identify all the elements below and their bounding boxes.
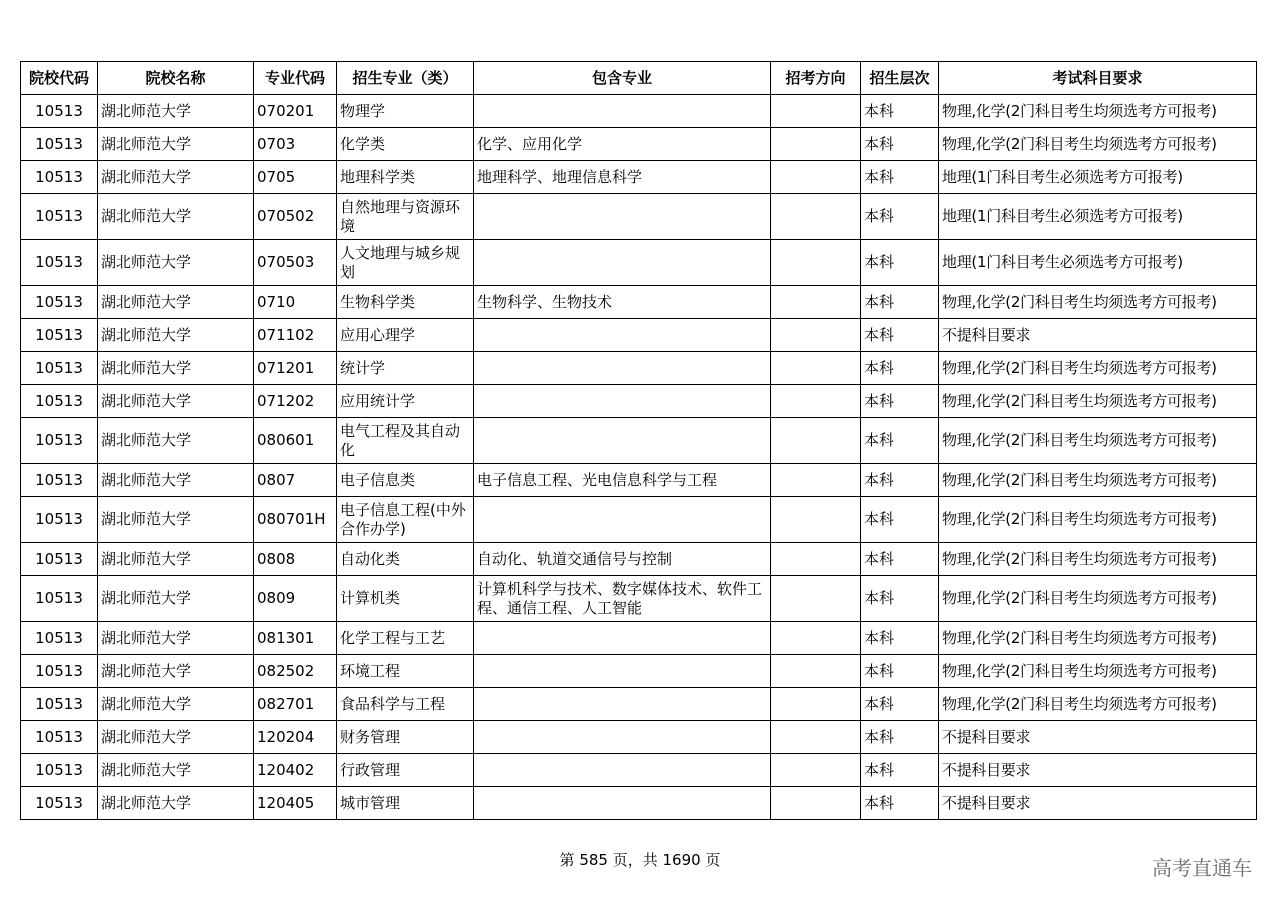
cell-subject-requirement: 物理,化学(2门科目考生均须选考方可报考): [939, 95, 1257, 128]
cell-included-majors: [474, 497, 771, 543]
cell-major: 化学工程与工艺: [337, 622, 474, 655]
cell-included-majors: [474, 787, 771, 820]
cell-major-code: 082701: [254, 688, 337, 721]
table-row: [21, 161, 1257, 194]
cell-major: 地理科学类: [337, 161, 474, 194]
cell-subject-requirement: 物理,化学(2门科目考生均须选考方可报考): [939, 464, 1257, 497]
table-row: [21, 655, 1257, 688]
cell-school-code: 10513: [21, 576, 98, 622]
table-row: [21, 688, 1257, 721]
cell-level: 本科: [861, 543, 939, 576]
cell-major-code: 120204: [254, 721, 337, 754]
cell-school-code: 10513: [21, 194, 98, 240]
cell-subject-requirement: 物理,化学(2门科目考生均须选考方可报考): [939, 622, 1257, 655]
cell-subject-requirement: 地理(1门科目考生必须选考方可报考): [939, 240, 1257, 286]
table-row: [21, 418, 1257, 464]
cell-direction: [771, 543, 861, 576]
cell-major-code: 071202: [254, 385, 337, 418]
cell-subject-requirement: 物理,化学(2门科目考生均须选考方可报考): [939, 576, 1257, 622]
cell-school-name: 湖北师范大学: [98, 95, 254, 128]
cell-direction: [771, 161, 861, 194]
cell-subject-requirement: 不提科目要求: [939, 787, 1257, 820]
page-number: 第 585 页，共 1690 页: [559, 851, 721, 869]
cell-level: 本科: [861, 352, 939, 385]
cell-school-code: 10513: [21, 385, 98, 418]
cell-school-name: 湖北师范大学: [98, 622, 254, 655]
cell-included-majors: [474, 721, 771, 754]
table-row: [21, 128, 1257, 161]
cell-school-code: 10513: [21, 655, 98, 688]
cell-included-majors: 计算机科学与技术、数字媒体技术、软件工程、通信工程、人工智能: [474, 576, 771, 622]
cell-direction: [771, 787, 861, 820]
cell-major-code: 080601: [254, 418, 337, 464]
cell-school-code: 10513: [21, 787, 98, 820]
cell-major-code: 082502: [254, 655, 337, 688]
cell-major: 电子信息类: [337, 464, 474, 497]
cell-level: 本科: [861, 497, 939, 543]
cell-school-name: 湖北师范大学: [98, 688, 254, 721]
cell-school-name: 湖北师范大学: [98, 194, 254, 240]
cell-level: 本科: [861, 464, 939, 497]
header-school-name: 院校名称: [98, 62, 254, 95]
cell-included-majors: [474, 622, 771, 655]
cell-major-code: 0807: [254, 464, 337, 497]
cell-subject-requirement: 物理,化学(2门科目考生均须选考方可报考): [939, 688, 1257, 721]
cell-level: 本科: [861, 655, 939, 688]
cell-school-name: 湖北师范大学: [98, 497, 254, 543]
cell-level: 本科: [861, 161, 939, 194]
cell-included-majors: [474, 194, 771, 240]
cell-school-code: 10513: [21, 543, 98, 576]
cell-subject-requirement: 地理(1门科目考生必须选考方可报考): [939, 161, 1257, 194]
cell-level: 本科: [861, 622, 939, 655]
cell-included-majors: [474, 418, 771, 464]
cell-major-code: 081301: [254, 622, 337, 655]
cell-direction: [771, 352, 861, 385]
cell-subject-requirement: 物理,化学(2门科目考生均须选考方可报考): [939, 655, 1257, 688]
cell-school-code: 10513: [21, 128, 98, 161]
cell-direction: [771, 95, 861, 128]
cell-level: 本科: [861, 95, 939, 128]
cell-major-code: 0703: [254, 128, 337, 161]
cell-school-code: 10513: [21, 688, 98, 721]
cell-school-name: 湖北师范大学: [98, 576, 254, 622]
cell-level: 本科: [861, 385, 939, 418]
cell-level: 本科: [861, 721, 939, 754]
table-header-row: [21, 62, 1257, 95]
cell-major: 自动化类: [337, 543, 474, 576]
cell-subject-requirement: 物理,化学(2门科目考生均须选考方可报考): [939, 352, 1257, 385]
cell-school-name: 湖北师范大学: [98, 754, 254, 787]
table-row: [21, 194, 1257, 240]
table-row: [21, 319, 1257, 352]
cell-subject-requirement: 物理,化学(2门科目考生均须选考方可报考): [939, 418, 1257, 464]
cell-school-code: 10513: [21, 95, 98, 128]
header-major-code: 专业代码: [254, 62, 337, 95]
cell-school-name: 湖北师范大学: [98, 543, 254, 576]
cell-direction: [771, 240, 861, 286]
cell-direction: [771, 194, 861, 240]
table-row: [21, 352, 1257, 385]
cell-major-code: 071102: [254, 319, 337, 352]
cell-subject-requirement: 物理,化学(2门科目考生均须选考方可报考): [939, 385, 1257, 418]
cell-included-majors: [474, 688, 771, 721]
cell-school-code: 10513: [21, 754, 98, 787]
cell-school-name: 湖北师范大学: [98, 464, 254, 497]
cell-major: 应用心理学: [337, 319, 474, 352]
cell-major: 计算机类: [337, 576, 474, 622]
cell-direction: [771, 418, 861, 464]
cell-level: 本科: [861, 787, 939, 820]
cell-major-code: 0710: [254, 286, 337, 319]
cell-major-code: 070502: [254, 194, 337, 240]
cell-school-code: 10513: [21, 622, 98, 655]
cell-level: 本科: [861, 319, 939, 352]
cell-school-code: 10513: [21, 464, 98, 497]
cell-major-code: 0808: [254, 543, 337, 576]
cell-included-majors: 自动化、轨道交通信号与控制: [474, 543, 771, 576]
cell-major-code: 0809: [254, 576, 337, 622]
table-row: [21, 497, 1257, 543]
cell-direction: [771, 655, 861, 688]
table-row: [21, 286, 1257, 319]
cell-included-majors: [474, 385, 771, 418]
cell-school-code: 10513: [21, 418, 98, 464]
cell-direction: [771, 688, 861, 721]
cell-major: 环境工程: [337, 655, 474, 688]
cell-direction: [771, 622, 861, 655]
table-row: [21, 787, 1257, 820]
table-row: [21, 385, 1257, 418]
cell-school-code: 10513: [21, 319, 98, 352]
table-row: [21, 622, 1257, 655]
header-major: 招生专业（类）: [337, 62, 474, 95]
cell-major: 统计学: [337, 352, 474, 385]
cell-major-code: 070503: [254, 240, 337, 286]
cell-subject-requirement: 不提科目要求: [939, 721, 1257, 754]
cell-school-name: 湖北师范大学: [98, 418, 254, 464]
cell-included-majors: 化学、应用化学: [474, 128, 771, 161]
cell-subject-requirement: 不提科目要求: [939, 319, 1257, 352]
cell-major: 生物科学类: [337, 286, 474, 319]
cell-level: 本科: [861, 240, 939, 286]
cell-direction: [771, 319, 861, 352]
cell-subject-requirement: 地理(1门科目考生必须选考方可报考): [939, 194, 1257, 240]
cell-level: 本科: [861, 576, 939, 622]
cell-school-name: 湖北师范大学: [98, 240, 254, 286]
cell-included-majors: [474, 95, 771, 128]
table-row: [21, 721, 1257, 754]
cell-included-majors: 电子信息工程、光电信息科学与工程: [474, 464, 771, 497]
table-row: [21, 754, 1257, 787]
header-included-majors: 包含专业: [474, 62, 771, 95]
cell-school-code: 10513: [21, 240, 98, 286]
cell-school-name: 湖北师范大学: [98, 161, 254, 194]
cell-subject-requirement: 物理,化学(2门科目考生均须选考方可报考): [939, 497, 1257, 543]
cell-school-code: 10513: [21, 497, 98, 543]
cell-major-code: 080701H: [254, 497, 337, 543]
cell-direction: [771, 128, 861, 161]
cell-major: 城市管理: [337, 787, 474, 820]
cell-included-majors: [474, 319, 771, 352]
cell-major-code: 120405: [254, 787, 337, 820]
header-subject-requirement: 考试科目要求: [939, 62, 1257, 95]
cell-subject-requirement: 物理,化学(2门科目考生均须选考方可报考): [939, 128, 1257, 161]
cell-level: 本科: [861, 418, 939, 464]
admission-table: [20, 61, 1257, 820]
cell-major-code: 071201: [254, 352, 337, 385]
cell-major: 行政管理: [337, 754, 474, 787]
table-row: [21, 240, 1257, 286]
cell-level: 本科: [861, 286, 939, 319]
table-row: [21, 464, 1257, 497]
cell-school-name: 湖北师范大学: [98, 721, 254, 754]
cell-school-name: 湖北师范大学: [98, 655, 254, 688]
cell-major: 人文地理与城乡规划: [337, 240, 474, 286]
cell-school-code: 10513: [21, 352, 98, 385]
cell-school-name: 湖北师范大学: [98, 787, 254, 820]
table-row: [21, 95, 1257, 128]
watermark-logo-text: 高考直通车: [1152, 856, 1252, 880]
cell-school-code: 10513: [21, 286, 98, 319]
cell-subject-requirement: 物理,化学(2门科目考生均须选考方可报考): [939, 543, 1257, 576]
cell-direction: [771, 497, 861, 543]
cell-major: 自然地理与资源环境: [337, 194, 474, 240]
cell-direction: [771, 286, 861, 319]
cell-major: 物理学: [337, 95, 474, 128]
cell-subject-requirement: 不提科目要求: [939, 754, 1257, 787]
cell-included-majors: [474, 655, 771, 688]
cell-major-code: 0705: [254, 161, 337, 194]
cell-major: 电子信息工程(中外合作办学): [337, 497, 474, 543]
cell-school-code: 10513: [21, 161, 98, 194]
table-row: [21, 576, 1257, 622]
cell-level: 本科: [861, 754, 939, 787]
cell-level: 本科: [861, 688, 939, 721]
cell-included-majors: 地理科学、地理信息科学: [474, 161, 771, 194]
cell-school-name: 湖北师范大学: [98, 319, 254, 352]
cell-direction: [771, 576, 861, 622]
table-body: [21, 95, 1257, 820]
cell-level: 本科: [861, 194, 939, 240]
cell-school-code: 10513: [21, 721, 98, 754]
cell-included-majors: [474, 754, 771, 787]
cell-direction: [771, 464, 861, 497]
cell-school-name: 湖北师范大学: [98, 352, 254, 385]
cell-school-name: 湖北师范大学: [98, 385, 254, 418]
cell-included-majors: [474, 352, 771, 385]
cell-major: 财务管理: [337, 721, 474, 754]
cell-major: 应用统计学: [337, 385, 474, 418]
cell-subject-requirement: 物理,化学(2门科目考生均须选考方可报考): [939, 286, 1257, 319]
cell-major-code: 120402: [254, 754, 337, 787]
cell-school-name: 湖北师范大学: [98, 286, 254, 319]
cell-included-majors: 生物科学、生物技术: [474, 286, 771, 319]
cell-major-code: 070201: [254, 95, 337, 128]
cell-school-name: 湖北师范大学: [98, 128, 254, 161]
cell-level: 本科: [861, 128, 939, 161]
header-school-code: 院校代码: [21, 62, 98, 95]
cell-direction: [771, 754, 861, 787]
cell-major: 电气工程及其自动化: [337, 418, 474, 464]
cell-included-majors: [474, 240, 771, 286]
header-level: 招生层次: [861, 62, 939, 95]
cell-direction: [771, 721, 861, 754]
cell-major: 食品科学与工程: [337, 688, 474, 721]
table-row: [21, 543, 1257, 576]
cell-direction: [771, 385, 861, 418]
cell-major: 化学类: [337, 128, 474, 161]
header-direction: 招考方向: [771, 62, 861, 95]
